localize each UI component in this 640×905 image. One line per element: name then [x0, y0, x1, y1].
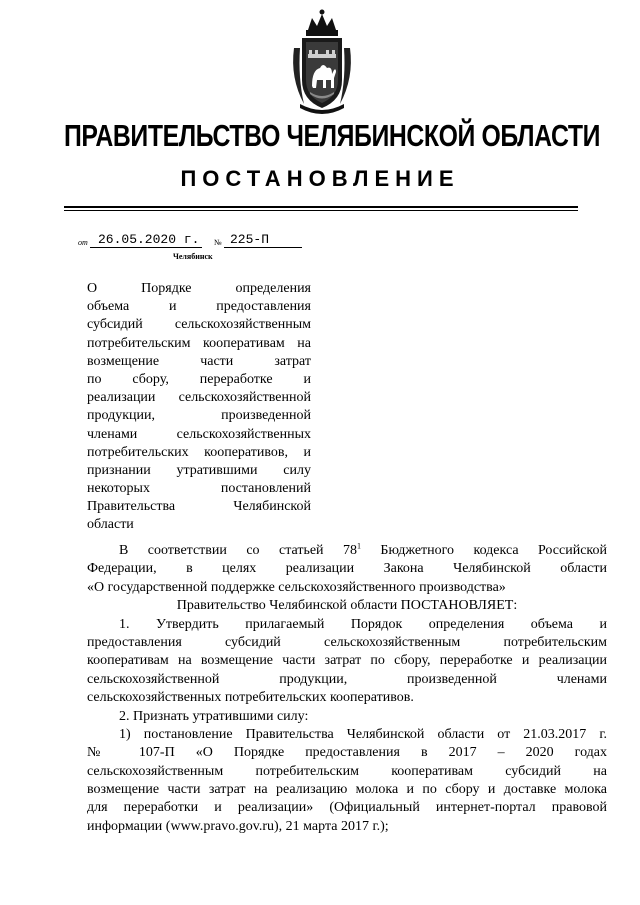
item-2-line: 2. Признать утратившими силу:: [119, 708, 309, 724]
subject-line: потребительских кооперативов, и: [87, 444, 311, 460]
number-label: №: [214, 238, 222, 247]
subject-line: области: [87, 517, 134, 533]
preamble-text-b: Бюджетного кодекса Российской: [360, 543, 607, 558]
number-underline: [224, 247, 302, 248]
resolution-body: [87, 542, 607, 836]
article-superscript: 1: [356, 541, 361, 551]
item-1-line: кооперативам на возмещение части затрат по сбору, переработке и реализации: [87, 653, 607, 669]
document-date: 26.05.2020 г.: [98, 232, 200, 247]
item-1-line: 1. Утвердить прилагаемый Порядок определения объема и: [119, 616, 607, 632]
header-rule-thick: [64, 206, 578, 208]
date-underline: [90, 247, 202, 248]
item-2-1-line: для переработки и реализации» (Официальный интернет-портал правовой: [87, 800, 607, 816]
header-rule-thin: [64, 210, 578, 211]
government-title: ПРАВИТЕЛЬСТВО ЧЕЛЯБИНСКОЙ ОБЛАСТИ: [64, 118, 601, 153]
item-2-1-line: возмещение части затрат на реализацию молока и по сбору и доставке молока: [87, 782, 607, 798]
subject-line: субсидий сельскохозяйственным: [87, 317, 311, 333]
city-label: Челябинск: [173, 252, 213, 261]
item-1-line: предоставления субсидий сельскохозяйственным потребительским: [87, 634, 607, 650]
preamble-line: Федерации, в целях реализации Закона Челябинской области: [87, 561, 607, 577]
resolves-line: Правительство Челябинской области ПОСТАНОВЛЯЕТ:: [176, 598, 518, 614]
preamble-text-a: В соответствии со статьей 78: [119, 543, 357, 558]
document-number: 225-П: [230, 232, 270, 247]
item-2-1-line: информации (www.pravo.gov.ru), 21 марта 2017 г.);: [87, 818, 389, 834]
preamble-line: «О государственной поддержке сельскохозяйственного производства»: [87, 579, 506, 595]
subject-line: признании утратившими силу: [87, 462, 311, 478]
item-2-1-line: сельскохозяйственным потребительским кооперативам субсидий на: [87, 763, 607, 779]
item-2-1-line: № 107-П «О Порядке предоставления в 2017 – 2020 годах: [87, 745, 607, 761]
subject-line: некоторых постановлений: [87, 481, 311, 497]
document-type: ПОСТАНОВЛЕНИЕ: [180, 166, 460, 191]
subject-line: по сбору, переработке и: [87, 371, 311, 387]
item-1-line: сельскохозяйственной продукции, произведенной членами: [87, 671, 607, 687]
subject-line: объема и предоставления: [87, 299, 311, 315]
subject-line: потребительским кооперативам на: [87, 335, 311, 351]
item-1-line: сельскохозяйственных потребительских кооперативов.: [87, 690, 414, 706]
subject-line: О Порядке определения: [87, 281, 311, 296]
preamble-line: [87, 542, 607, 560]
subject-line: Правительства Челябинской: [87, 499, 311, 515]
subject-line: возмещение части затрат: [87, 353, 311, 369]
subject-line: членами сельскохозяйственных: [87, 426, 311, 442]
subject-line: реализации сельскохозяйственной: [87, 390, 311, 406]
item-2-1-line: 1) постановление Правительства Челябинской области от 21.03.2017 г.: [119, 726, 607, 742]
subject-line: продукции, произведенной: [87, 408, 311, 424]
date-prefix-label: от: [78, 238, 88, 247]
resolution-subject: [87, 280, 311, 535]
chelyabinsk-coat-of-arms-icon: [290, 8, 354, 118]
